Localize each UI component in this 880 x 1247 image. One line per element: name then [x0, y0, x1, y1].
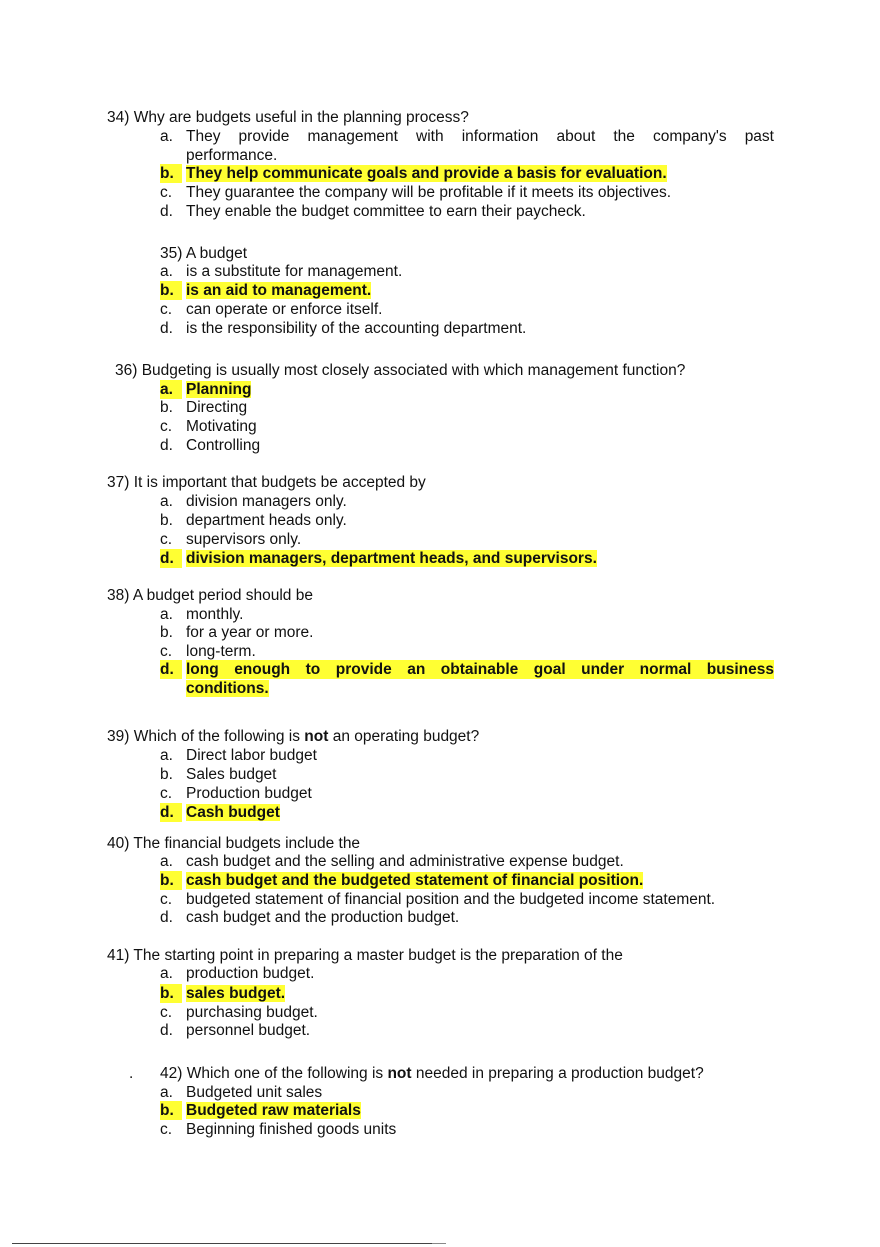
option-text: Beginning finished goods units — [186, 1121, 397, 1138]
option-letter: b. — [160, 164, 182, 183]
option-letter: c. — [160, 184, 173, 201]
option-text: personnel budget. — [186, 1022, 311, 1039]
option-text: production budget. — [186, 965, 315, 982]
option-letter: c. — [160, 1121, 173, 1138]
question-stem: 35) A budget — [160, 245, 248, 262]
option-letter: b. — [160, 281, 182, 300]
option-text-highlighted: division managers, department heads, and supervisors. — [186, 550, 597, 567]
option-text: department heads only. — [186, 512, 347, 529]
option-text: Production budget — [186, 785, 312, 802]
option-letter: b. — [160, 624, 173, 641]
option-text: for a year or more. — [186, 624, 314, 641]
option-letter: c. — [160, 301, 173, 318]
option-letter: a. — [160, 747, 173, 764]
option-text: Directing — [186, 399, 248, 416]
option-letter: b. — [160, 512, 173, 529]
option-letter: d. — [160, 660, 182, 679]
option-letter: c. — [160, 891, 173, 908]
option-letter: d. — [160, 1022, 173, 1039]
option-letter: c. — [160, 785, 173, 802]
option-letter: d. — [160, 909, 173, 926]
stem-text: 39) Which of the following is — [107, 728, 305, 745]
option-text-line2-highlighted: conditions. — [186, 680, 269, 697]
question-stem: 40) The financial budgets include the — [107, 835, 361, 852]
option-text-highlighted: long enough to provide an obtainable goal under normal business — [186, 661, 774, 678]
option-text: They provide management with information about the company's past — [186, 128, 774, 145]
option-letter: d. — [160, 549, 182, 568]
footer-rule — [12, 1243, 444, 1244]
question-stem: 34) Why are budgets useful in the planning process? — [107, 109, 469, 126]
option-letter: a. — [160, 380, 182, 399]
option-text: long-term. — [186, 643, 256, 660]
stem-text: 42) Which one of the following is — [160, 1065, 388, 1082]
footer-rule-end — [432, 1243, 446, 1244]
stem-emphasis: not — [304, 728, 329, 745]
option-text: Controlling — [186, 437, 261, 454]
option-letter: a. — [160, 128, 173, 145]
option-text: cash budget and the production budget. — [186, 909, 460, 926]
option-letter: d. — [160, 203, 173, 220]
stem-text-end: an operating budget? — [328, 728, 480, 745]
stem-text-end: needed in preparing a production budget? — [411, 1065, 704, 1082]
option-text: is a substitute for management. — [186, 263, 403, 280]
option-letter: c. — [160, 418, 173, 435]
option-text: Direct labor budget — [186, 747, 317, 764]
option-letter: b. — [160, 399, 173, 416]
list-bullet: . — [129, 1065, 134, 1082]
option-letter: b. — [160, 766, 173, 783]
option-text-line2: performance. — [186, 147, 278, 164]
question-stem: 38) A budget period should be — [107, 587, 313, 604]
question-stem: 36) Budgeting is usually most closely associated with which management function? — [115, 362, 686, 379]
option-text: division managers only. — [186, 493, 347, 510]
question-stem — [160, 1064, 704, 1083]
option-text: purchasing budget. — [186, 1004, 318, 1021]
stem-emphasis: not — [387, 1065, 412, 1082]
option-text-highlighted: They help communicate goals and provide a basis for evaluation. — [186, 165, 667, 182]
option-letter: c. — [160, 1004, 173, 1021]
option-letter: a. — [160, 965, 173, 982]
option-letter: a. — [160, 263, 173, 280]
option-letter: a. — [160, 1084, 173, 1101]
option-text-highlighted: Cash budget — [186, 804, 280, 821]
option-text-highlighted: is an aid to management. — [186, 282, 372, 299]
option-letter: c. — [160, 531, 173, 548]
option-letter: b. — [160, 984, 182, 1003]
option-text: is the responsibility of the accounting department. — [186, 320, 527, 337]
option-letter: a. — [160, 493, 173, 510]
option-text: monthly. — [186, 606, 244, 623]
option-text: supervisors only. — [186, 531, 302, 548]
option-text: can operate or enforce itself. — [186, 301, 383, 318]
option-text: They guarantee the company will be profitable if it meets its objectives. — [186, 184, 672, 201]
option-text-highlighted: Budgeted raw materials — [186, 1102, 361, 1119]
option-text-highlighted: cash budget and the budgeted statement of financial position. — [186, 872, 644, 889]
option-text: Budgeted unit sales — [186, 1084, 323, 1101]
question-stem — [107, 727, 479, 746]
option-letter: d. — [160, 803, 182, 822]
option-letter: a. — [160, 853, 173, 870]
option-text: Motivating — [186, 418, 257, 435]
option-text-highlighted: Planning — [186, 381, 252, 398]
option-text: budgeted statement of financial position and the budgeted income statement. — [186, 891, 716, 908]
option-letter: a. — [160, 606, 173, 623]
option-text-highlighted: sales budget. — [186, 985, 286, 1002]
option-letter: b. — [160, 1101, 182, 1120]
option-letter: c. — [160, 643, 173, 660]
question-stem: 41) The starting point in preparing a master budget is the preparation of the — [107, 947, 623, 964]
option-text: Sales budget — [186, 766, 277, 783]
option-letter: d. — [160, 320, 173, 337]
option-letter: d. — [160, 437, 173, 454]
option-text: They enable the budget committee to earn their paycheck. — [186, 203, 586, 220]
question-stem: 37) It is important that budgets be accepted by — [107, 474, 426, 491]
option-text: cash budget and the selling and administrative expense budget. — [186, 853, 624, 870]
option-letter: b. — [160, 871, 182, 890]
